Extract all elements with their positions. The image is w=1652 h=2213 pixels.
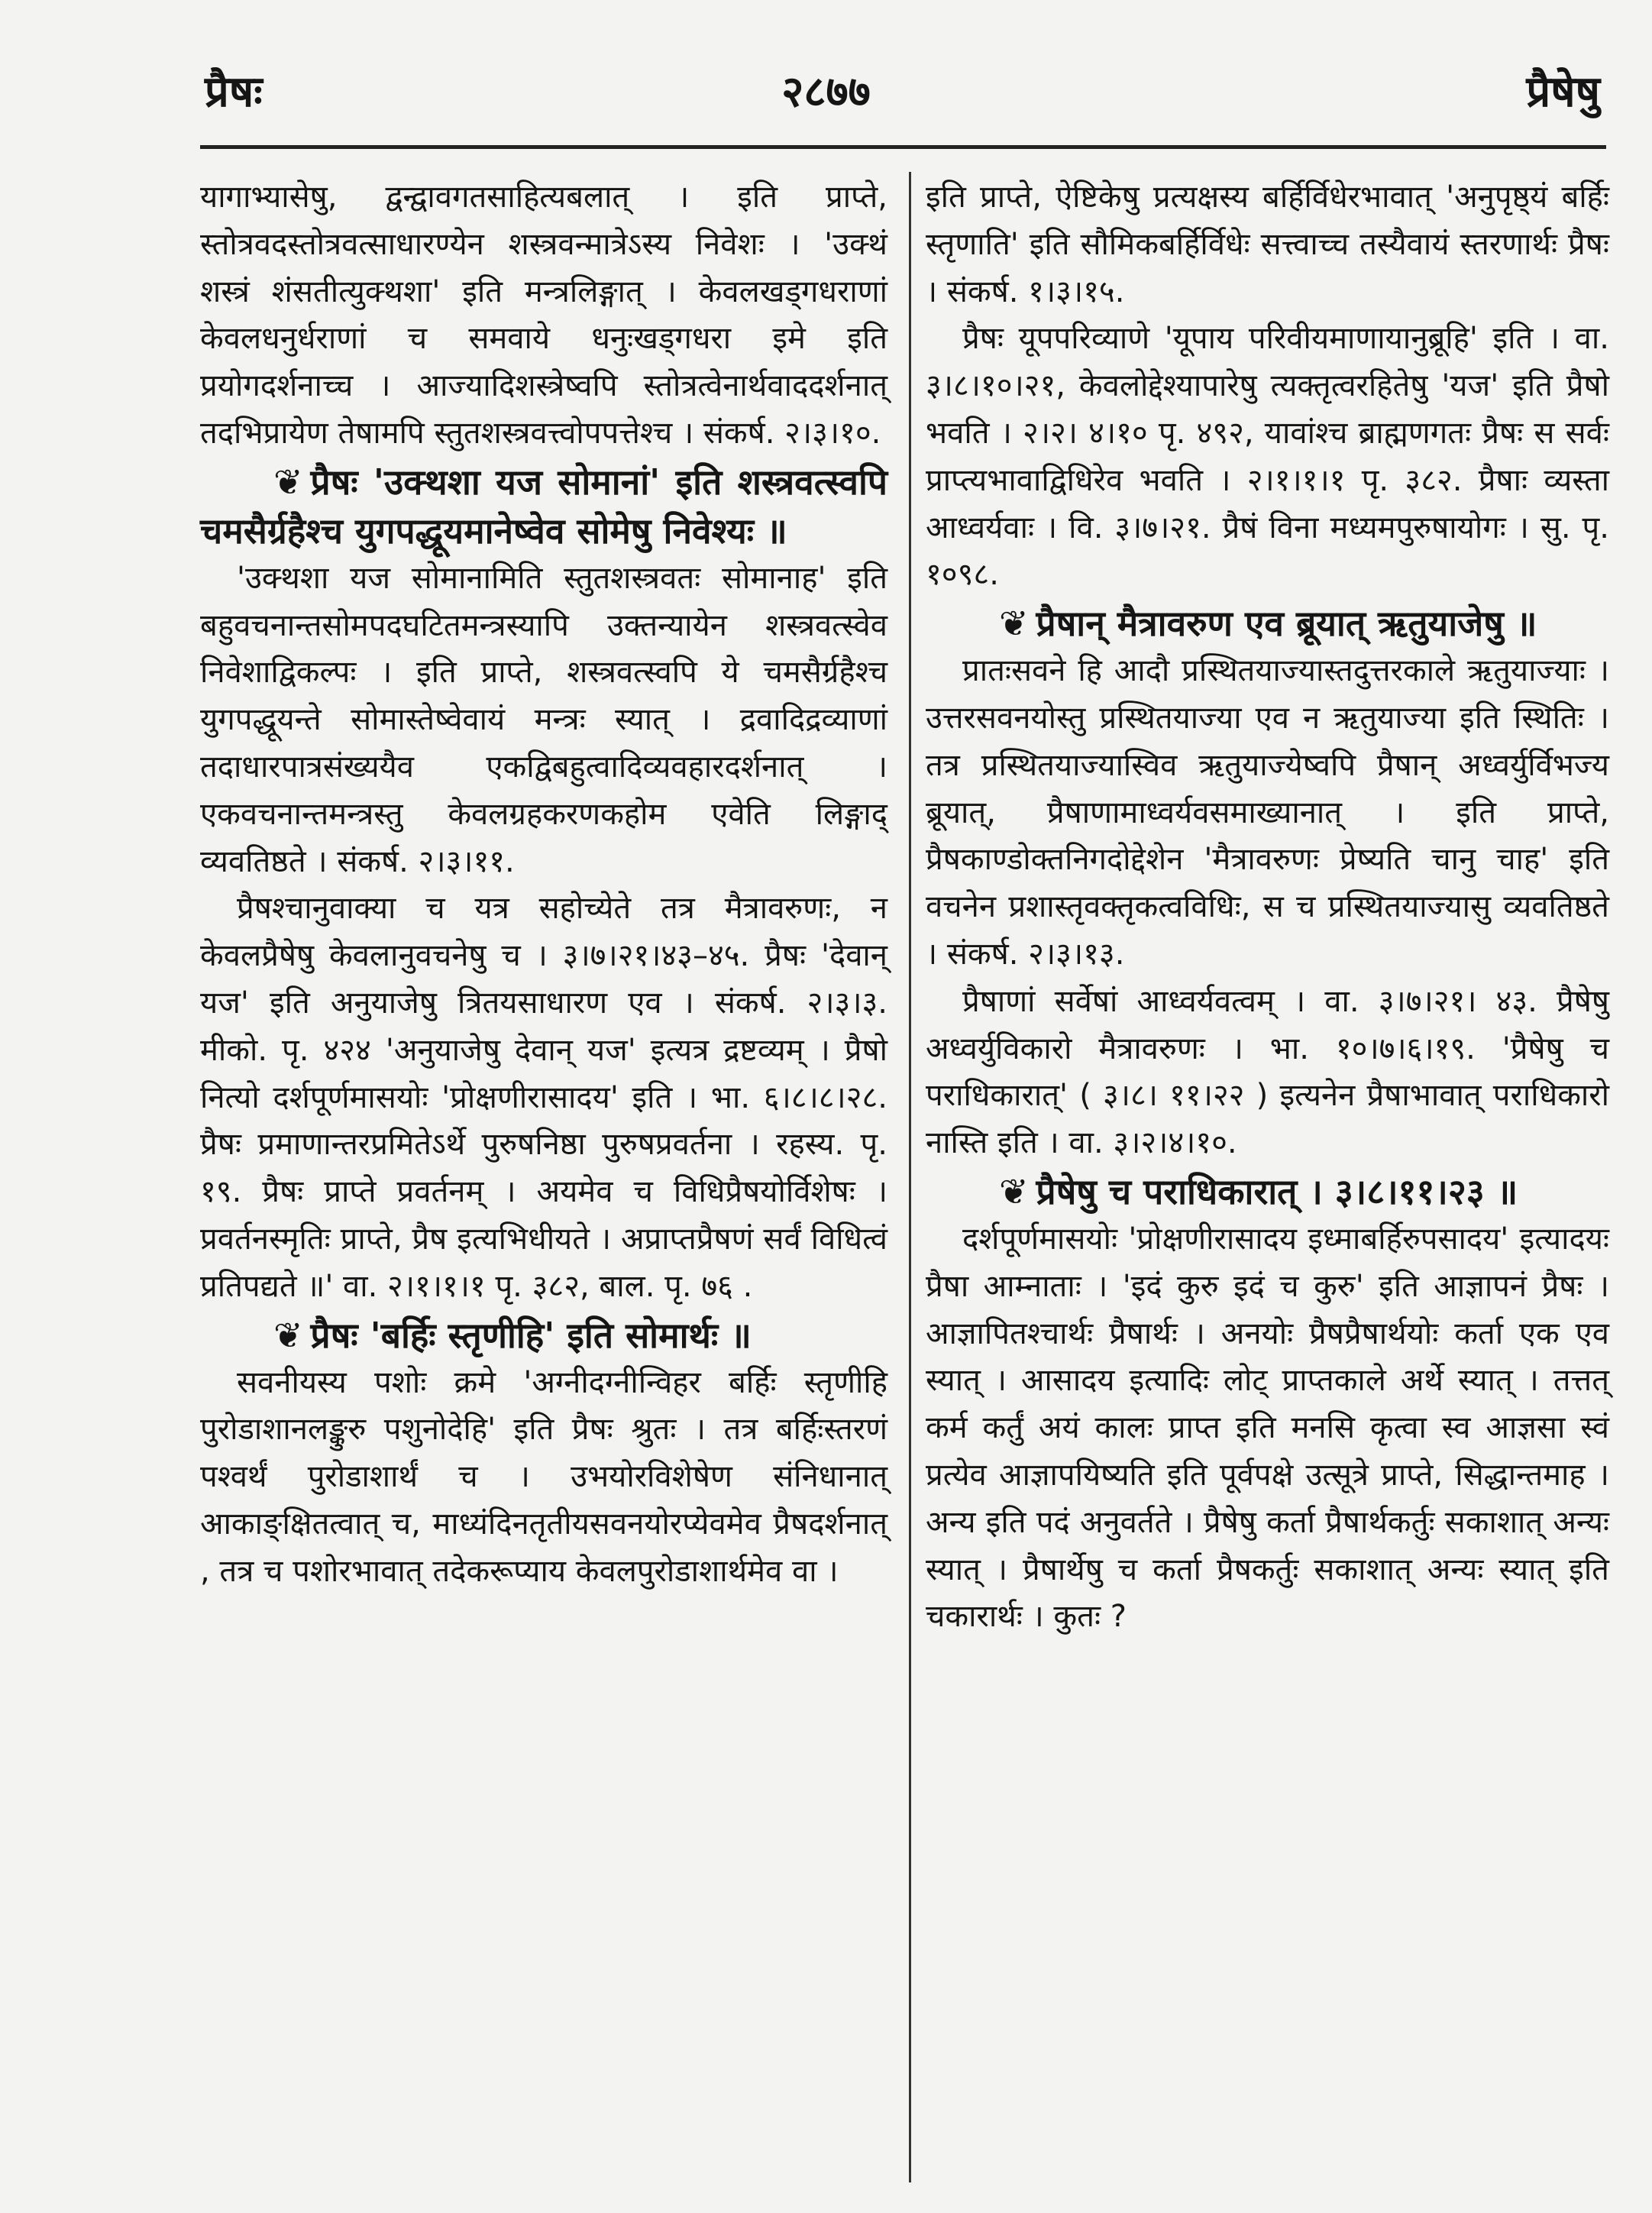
paragraph: प्रैषाणां सर्वेषां आध्वर्यवत्वम् । वा. ३।७।२१। ४३. प्रैषेषु अध्वर्युविकारो मैत्रावरुणः । भा. १०।७।६।१९. 'प्रैषेषु च पराधिकारात्' ( ३।८। ११।२२ ) इत्यनेन प्रैषाभावात् पराधिकारो नास्ति इति । वा. ३।२।४।१०. <box>926 983 1609 1161</box>
column-divider <box>909 172 911 2182</box>
paragraph: दर्शपूर्णमासयोः 'प्रोक्षणीरासादय इध्माबर्हिरुपसादय' इत्यादयः प्रैषा आम्नाताः । 'इदं कुरु इदं च कुरु' इति आज्ञापनं प्रैषः । आज्ञापितश्चार्थः प्रैषार्थः । अनयोः प्रैषप्रैषार्थयोः कर्ता एक एव स्यात् । आसादय इत्यादिः लोट् प्राप्तकाले अर्थे स्यात् । तत्तत् कर्म कर्तुं अयं कालः प्राप्त इति मनसि कृत्वा स्व आज्ञसा स्वं प्रत्येव आज्ञापयिष्यति इति पूर्वपक्षे उत्सूत्रे प्राप्ते, सिद्धान्तमाह । अन्य इति पदं अनुवर्तते । प्रैषेषु कर्ता प्रैषार्थकर्तुः सकाशात् अन्यः स्यात् । प्रैषार्थेषु च कर्ता प्रैषकर्तुः सकाशात् अन्यः स्यात् इति चकारार्थः । कुतः ? <box>926 1221 1609 1635</box>
sutra-mark-icon: ❦ <box>273 1314 303 1356</box>
paragraph: यागाभ्यासेषु, द्वन्द्वावगतसाहित्यबलात् । इति प्राप्ते, स्तोत्रवदस्तोत्रवत्साधारण्येन शस्त्रवन्मात्रेऽस्य निवेशः । 'उक्थं शस्त्रं शंसतीत्युक्थशा' इति मन्त्रलिङ्गात् । केवलखड्गधराणां केवलधनुर्धराणां च समवाये धनुःखड्गधरा इमे इति प्रयोगदर्शनाच्च । आज्यादिशस्त्रेष्वपि स्तोत्रत्वेनार्थवाददर्शनात् तदभिप्रायेण तेषामपि स्तुतशस्त्रवत्त्वोपपत्तेश्च । संकर्ष. २।३।१०. <box>200 180 887 451</box>
left-headword: प्रैषः <box>205 67 263 117</box>
right-headword: प्रैषेषु <box>1526 67 1600 117</box>
paragraph: प्रैषश्चानुवाक्या च यत्र सहोच्येते तत्र मैत्रावरुणः, न केवलप्रैषेषु केवलानुवचनेषु च । ३।७।२१।४३–४५. प्रैषः 'देवान् यज' इति अनुयाजेषु त्रितयसाधारण एव । संकर्ष. २।३।३. मीको. पृ. ४२४ 'अनुयाजेषु देवान् यज' इत्यत्र द्रष्टव्यम् । प्रैषो नित्यो दर्शपूर्णमासयोः 'प्रोक्षणीरासादय' इति । भा. ६।८।८।२८. प्रैषः प्रमाणान्तरप्रमितेऽर्थे पुरुषनिष्ठा पुरुषप्रवर्तना । रहस्य. पृ. १९. प्रैषः प्राप्ते प्रवर्तनम् । अयमेव च विधिप्रैषयोर्विशेषः । प्रवर्तनस्मृतिः प्राप्ते, प्रैष इत्यभिधीयते । अप्राप्तप्रैषणं सर्वं विधित्वं प्रतिपद्यते ॥' वा. २।१।१।१ पृ. ३८२, बाल. पृ. ७६ . <box>200 891 887 1304</box>
sutra-heading <box>200 458 887 555</box>
sutra-heading-text: प्रैषान् मैत्रावरुण एव ब्रूयात् ऋतुयाजेषु ॥ <box>1036 603 1537 645</box>
sutra-mark-icon: ❦ <box>273 461 303 503</box>
header-rule <box>200 145 1606 149</box>
sutra-heading <box>200 1311 887 1360</box>
page-header <box>0 61 1652 145</box>
sutra-mark-icon: ❦ <box>999 603 1029 645</box>
page-number: २८७७ <box>781 67 871 117</box>
paragraph: इति प्राप्ते, ऐष्टिकेषु प्रत्यक्षस्य बर्हिर्विधेरभावात् 'अनुपृष्ठ्यं बर्हिः स्तृणाति' इति सौमिकबर्हिर्विधेः सत्त्वाच्च तस्यैवायं स्तरणार्थः प्रैषः । संकर्ष. १।३।१५. <box>926 180 1609 309</box>
sutra-heading-text: प्रैषः 'उक्थशा यज सोमानां' इति शस्त्रवत्स्वपि चमसैर्ग्रहैश्च युगपद्धूयमानेष्वेव सोमेषु निवेश्यः ॥ <box>200 461 887 552</box>
sutra-heading <box>926 599 1609 648</box>
right-column <box>926 174 1609 1641</box>
paragraph: प्रातःसवने हि आदौ प्रस्थितयाज्यास्तदुत्तरकाले ऋतुयाज्याः । उत्तरसवनयोस्तु प्रस्थितयाज्या एव न ऋतुयाज्या इति स्थितिः । तत्र प्रस्थितयाज्यास्विव ऋतुयाज्येष्वपि प्रैषान् अध्वर्युर्विभज्य ब्रूयात्, प्रैषाणामाध्वर्यवसमाख्यानात् । इति प्राप्ते, प्रैषकाण्डोक्तनिगदोद्देशेन 'मैत्रावरुणः प्रेष्यति चानु चाह' इति वचनेन प्रशास्तृवक्तृकत्वविधिः, स च प्रस्थितयाज्यासु व्यवतिष्ठते । संकर्ष. २।३।१३. <box>926 653 1609 972</box>
sutra-heading-text: प्रैषः 'बर्हिः स्तृणीहि' इति सोमार्थः ॥ <box>310 1314 752 1356</box>
paragraph: 'उक्थशा यज सोमानामिति स्तुतशस्त्रवतः सोमानाह' इति बहुवचनान्तसोमपदघटितमन्त्रस्यापि उक्तन्यायेन शस्त्रवत्स्वेव निवेशाद्विकल्पः । इति प्राप्ते, शस्त्रवत्स्वपि ये चमसैर्ग्रहैश्च युगपद्धूयन्ते सोमास्तेष्वेवायं मन्त्रः स्यात् । द्रवादिद्रव्याणां तदाधारपात्रसंख्ययैव एकद्विबहुत्वादिव्यवहारदर्शनात् । एकवचनान्तमन्त्रस्तु केवलग्रहकरणकहोम एवेति लिङ्गाद् व्यवतिष्ठते । संकर्ष. २।३।११. <box>200 560 887 879</box>
sutra-mark-icon: ❦ <box>999 1170 1029 1212</box>
sutra-heading-text: प्रैषेषु च पराधिकारात् । ३।८।११।२३ ॥ <box>1036 1170 1518 1212</box>
paragraph: सवनीयस्य पशोः क्रमे 'अग्नीदग्नीन्विहर बर्हिः स्तृणीहि पुरोडाशानलङ्कुरु पशुनोदेहि' इति प्रैषः श्रुतः । तत्र बर्हिःस्तरणं पश्वर्थं पुरोडाशार्थं च । उभयोरविशेषेण संनिधानात् आकाङ्क्षितत्वात् च, माध्यंदिनतृतीयसवनयोरप्येवमेव प्रैषदर्शनात् , तत्र च पशोरभावात् तदेकरूप्याय केवलपुरोडाशार्थमेव वा । <box>200 1364 887 1589</box>
sutra-heading <box>926 1167 1609 1216</box>
left-column <box>200 174 887 1596</box>
paragraph: प्रैषः यूपपरिव्याणे 'यूपाय परिवीयमाणायानुब्रूहि' इति । वा. ३।८।१०।२१, केवलोद्देश्यापारेषु त्यक्तृत्वरहितेषु 'यज' इति प्रैषो भवति । २।२। ४।१० पृ. ४९२, यावांश्च ब्राह्मणगतः प्रैषः स सर्वः प्राप्त्यभावाद्विधिरेव भवति । २।१।१।१ पृ. ३८२. प्रैषाः व्यस्ता आध्वर्यवाः । वि. ३।७।२१. प्रैषं विना मध्यमपुरुषायोगः । सु. पृ. १०९८. <box>926 321 1609 593</box>
